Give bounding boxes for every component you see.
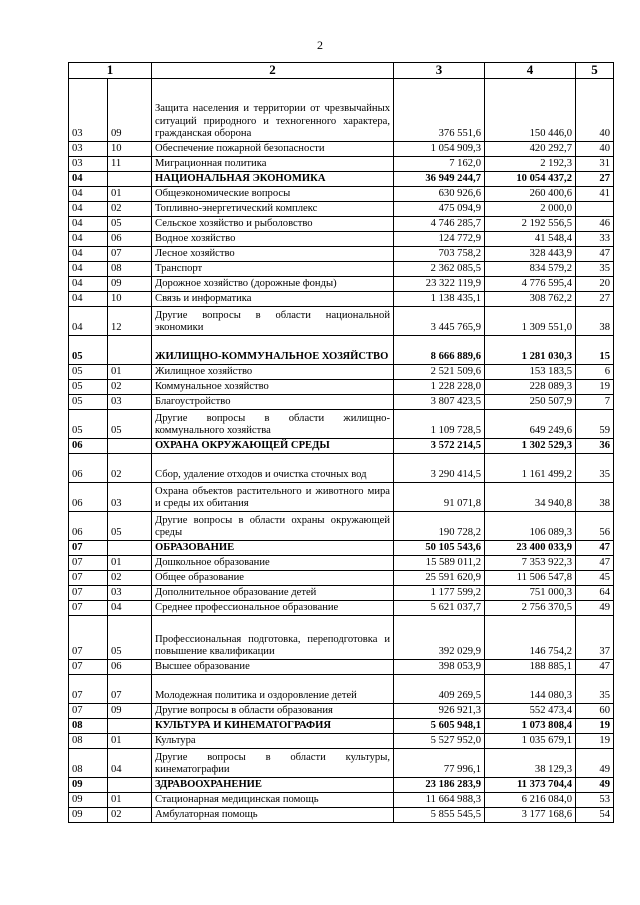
planned-amount-cell: 2 521 509,6 [394, 365, 485, 380]
executed-amount-cell: 11 373 704,4 [485, 778, 576, 793]
executed-amount-cell: 153 183,5 [485, 365, 576, 380]
header-col-4: 4 [485, 63, 576, 79]
executed-amount-cell: 38 129,3 [485, 749, 576, 778]
section-code-cell: 05 [69, 395, 108, 410]
subsection-code-cell: 01 [108, 365, 152, 380]
planned-amount-cell: 4 746 285,7 [394, 217, 485, 232]
section-code-cell: 07 [69, 541, 108, 556]
planned-amount-cell: 36 949 244,7 [394, 172, 485, 187]
section-code-cell: 04 [69, 292, 108, 307]
execution-percent-cell: 41 [576, 187, 614, 202]
item-name-cell: Жилищное хозяйство [152, 365, 394, 380]
subsection-code-cell: 07 [108, 247, 152, 262]
item-name-cell: Другие вопросы в области культуры, кинематографии [152, 749, 394, 778]
planned-amount-cell: 5 605 948,1 [394, 719, 485, 734]
execution-percent-cell: 40 [576, 79, 614, 142]
subsection-code-cell [108, 439, 152, 454]
item-name-cell: Общеэкономические вопросы [152, 187, 394, 202]
subsection-code-cell: 02 [108, 454, 152, 483]
subsection-code-cell: 06 [108, 232, 152, 247]
subsection-code-cell [108, 778, 152, 793]
section-code-cell: 04 [69, 262, 108, 277]
subsection-code-cell: 01 [108, 793, 152, 808]
section-code-cell: 04 [69, 247, 108, 262]
table-section-row [69, 778, 614, 793]
table-row [69, 586, 614, 601]
execution-percent-cell: 31 [576, 157, 614, 172]
planned-amount-cell: 11 664 988,3 [394, 793, 485, 808]
subsection-code-cell: 05 [108, 217, 152, 232]
executed-amount-cell: 150 446,0 [485, 79, 576, 142]
table-row [69, 217, 614, 232]
item-name-cell: Другие вопросы в области образования [152, 704, 394, 719]
planned-amount-cell: 1 109 728,5 [394, 410, 485, 439]
header-col-3: 3 [394, 63, 485, 79]
execution-percent-cell: 19 [576, 380, 614, 395]
item-name-cell: Транспорт [152, 262, 394, 277]
executed-amount-cell: 144 080,3 [485, 675, 576, 704]
planned-amount-cell: 50 105 543,6 [394, 541, 485, 556]
item-name-cell: ОБРАЗОВАНИЕ [152, 541, 394, 556]
budget-table [68, 62, 614, 823]
planned-amount-cell: 1 138 435,1 [394, 292, 485, 307]
table-row [69, 380, 614, 395]
section-code-cell: 07 [69, 571, 108, 586]
table-section-row [69, 439, 614, 454]
subsection-code-cell: 04 [108, 749, 152, 778]
execution-percent-cell: 38 [576, 483, 614, 512]
table-row [69, 749, 614, 778]
executed-amount-cell: 146 754,2 [485, 616, 576, 660]
section-code-cell: 07 [69, 704, 108, 719]
item-name-cell: Молодежная политика и оздоровление детей [152, 675, 394, 704]
item-name-cell: Дошкольное образование [152, 556, 394, 571]
subsection-code-cell: 09 [108, 704, 152, 719]
item-name-cell: Амбулаторная помощь [152, 808, 394, 823]
item-name-cell: Миграционная политика [152, 157, 394, 172]
planned-amount-cell: 5 527 952,0 [394, 734, 485, 749]
section-code-cell: 06 [69, 439, 108, 454]
execution-percent-cell: 47 [576, 541, 614, 556]
subsection-code-cell [108, 541, 152, 556]
subsection-code-cell: 05 [108, 616, 152, 660]
table-row [69, 734, 614, 749]
item-name-cell: Другие вопросы в области национальной экономики [152, 307, 394, 336]
section-code-cell: 04 [69, 187, 108, 202]
executed-amount-cell: 2 756 370,5 [485, 601, 576, 616]
item-name-cell: ЖИЛИЩНО-КОММУНАЛЬНОЕ ХОЗЯЙСТВО [152, 336, 394, 365]
header-col-5: 5 [576, 63, 614, 79]
header-col-2: 2 [152, 63, 394, 79]
planned-amount-cell: 1 054 909,3 [394, 142, 485, 157]
executed-amount-cell: 23 400 033,9 [485, 541, 576, 556]
section-code-cell: 07 [69, 616, 108, 660]
table-row [69, 571, 614, 586]
table-row [69, 660, 614, 675]
subsection-code-cell [108, 172, 152, 187]
section-code-cell: 06 [69, 483, 108, 512]
table-body [69, 79, 614, 823]
execution-percent-cell: 54 [576, 808, 614, 823]
executed-amount-cell: 34 940,8 [485, 483, 576, 512]
section-code-cell: 08 [69, 734, 108, 749]
subsection-code-cell: 11 [108, 157, 152, 172]
execution-percent-cell: 6 [576, 365, 614, 380]
execution-percent-cell: 47 [576, 556, 614, 571]
executed-amount-cell: 1 073 808,4 [485, 719, 576, 734]
execution-percent-cell: 7 [576, 395, 614, 410]
table-row [69, 142, 614, 157]
planned-amount-cell: 1 228 228,0 [394, 380, 485, 395]
item-name-cell: Сбор, удаление отходов и очистка сточных вод [152, 454, 394, 483]
subsection-code-cell: 02 [108, 571, 152, 586]
planned-amount-cell: 15 589 011,2 [394, 556, 485, 571]
table-row [69, 202, 614, 217]
section-code-cell: 04 [69, 217, 108, 232]
section-code-cell: 07 [69, 601, 108, 616]
execution-percent-cell: 45 [576, 571, 614, 586]
planned-amount-cell: 926 921,3 [394, 704, 485, 719]
table-row [69, 675, 614, 704]
table-row [69, 410, 614, 439]
planned-amount-cell: 409 269,5 [394, 675, 485, 704]
execution-percent-cell: 35 [576, 675, 614, 704]
subsection-code-cell: 09 [108, 79, 152, 142]
item-name-cell: НАЦИОНАЛЬНАЯ ЭКОНОМИКА [152, 172, 394, 187]
subsection-code-cell: 01 [108, 187, 152, 202]
table-header [69, 63, 614, 79]
subsection-code-cell [108, 336, 152, 365]
table-row [69, 793, 614, 808]
section-code-cell: 03 [69, 142, 108, 157]
executed-amount-cell: 328 443,9 [485, 247, 576, 262]
subsection-code-cell: 01 [108, 734, 152, 749]
executed-amount-cell: 649 249,6 [485, 410, 576, 439]
planned-amount-cell: 3 572 214,5 [394, 439, 485, 454]
execution-percent-cell: 38 [576, 307, 614, 336]
executed-amount-cell: 1 309 551,0 [485, 307, 576, 336]
execution-percent-cell: 56 [576, 512, 614, 541]
section-code-cell: 04 [69, 202, 108, 217]
planned-amount-cell: 3 290 414,5 [394, 454, 485, 483]
item-name-cell: Другие вопросы в области жилищно-коммунального хозяйства [152, 410, 394, 439]
section-code-cell: 08 [69, 749, 108, 778]
table-section-row [69, 172, 614, 187]
executed-amount-cell: 11 506 547,8 [485, 571, 576, 586]
section-code-cell: 06 [69, 512, 108, 541]
execution-percent-cell: 53 [576, 793, 614, 808]
item-name-cell: КУЛЬТУРА И КИНЕМАТОГРАФИЯ [152, 719, 394, 734]
subsection-code-cell: 01 [108, 556, 152, 571]
section-code-cell: 05 [69, 380, 108, 395]
item-name-cell: ЗДРАВООХРАНЕНИЕ [152, 778, 394, 793]
planned-amount-cell: 1 177 599,2 [394, 586, 485, 601]
executed-amount-cell: 6 216 084,0 [485, 793, 576, 808]
execution-percent-cell: 15 [576, 336, 614, 365]
section-code-cell: 09 [69, 808, 108, 823]
execution-percent-cell: 59 [576, 410, 614, 439]
subsection-code-cell: 02 [108, 380, 152, 395]
planned-amount-cell: 124 772,9 [394, 232, 485, 247]
execution-percent-cell: 27 [576, 172, 614, 187]
table-row [69, 187, 614, 202]
item-name-cell: Обеспечение пожарной безопасности [152, 142, 394, 157]
planned-amount-cell: 703 758,2 [394, 247, 485, 262]
planned-amount-cell: 376 551,6 [394, 79, 485, 142]
table-row [69, 292, 614, 307]
execution-percent-cell: 60 [576, 704, 614, 719]
subsection-code-cell: 06 [108, 660, 152, 675]
item-name-cell: Связь и информатика [152, 292, 394, 307]
execution-percent-cell: 47 [576, 247, 614, 262]
table-row [69, 395, 614, 410]
planned-amount-cell: 3 807 423,5 [394, 395, 485, 410]
subsection-code-cell: 03 [108, 586, 152, 601]
subsection-code-cell [108, 719, 152, 734]
table-row [69, 365, 614, 380]
planned-amount-cell: 91 071,8 [394, 483, 485, 512]
executed-amount-cell: 1 281 030,3 [485, 336, 576, 365]
subsection-code-cell: 04 [108, 601, 152, 616]
item-name-cell: Другие вопросы в области охраны окружающей среды [152, 512, 394, 541]
table-row [69, 808, 614, 823]
table-row [69, 483, 614, 512]
table-row [69, 277, 614, 292]
execution-percent-cell: 40 [576, 142, 614, 157]
execution-percent-cell: 49 [576, 778, 614, 793]
table-row [69, 601, 614, 616]
planned-amount-cell: 5 621 037,7 [394, 601, 485, 616]
executed-amount-cell: 228 089,3 [485, 380, 576, 395]
subsection-code-cell: 08 [108, 262, 152, 277]
executed-amount-cell: 1 302 529,3 [485, 439, 576, 454]
subsection-code-cell: 12 [108, 307, 152, 336]
table-row [69, 247, 614, 262]
execution-percent-cell: 27 [576, 292, 614, 307]
section-code-cell: 09 [69, 793, 108, 808]
section-code-cell: 07 [69, 556, 108, 571]
planned-amount-cell: 5 855 545,5 [394, 808, 485, 823]
planned-amount-cell: 2 362 085,5 [394, 262, 485, 277]
section-code-cell: 04 [69, 277, 108, 292]
execution-percent-cell: 37 [576, 616, 614, 660]
section-code-cell: 09 [69, 778, 108, 793]
section-code-cell: 05 [69, 336, 108, 365]
execution-percent-cell: 49 [576, 749, 614, 778]
item-name-cell: ОХРАНА ОКРУЖАЮЩЕЙ СРЕДЫ [152, 439, 394, 454]
planned-amount-cell: 8 666 889,6 [394, 336, 485, 365]
subsection-code-cell: 10 [108, 142, 152, 157]
item-name-cell: Дорожное хозяйство (дорожные фонды) [152, 277, 394, 292]
planned-amount-cell: 23 186 283,9 [394, 778, 485, 793]
planned-amount-cell: 190 728,2 [394, 512, 485, 541]
table-row [69, 232, 614, 247]
planned-amount-cell: 7 162,0 [394, 157, 485, 172]
planned-amount-cell: 398 053,9 [394, 660, 485, 675]
section-code-cell: 04 [69, 307, 108, 336]
executed-amount-cell: 10 054 437,2 [485, 172, 576, 187]
item-name-cell: Топливно-энергетический комплекс [152, 202, 394, 217]
item-name-cell: Охрана объектов растительного и животного мира и среды их обитания [152, 483, 394, 512]
table-row [69, 556, 614, 571]
table-row [69, 704, 614, 719]
planned-amount-cell: 23 322 119,9 [394, 277, 485, 292]
executed-amount-cell: 4 776 595,4 [485, 277, 576, 292]
executed-amount-cell: 834 579,2 [485, 262, 576, 277]
subsection-code-cell: 10 [108, 292, 152, 307]
item-name-cell: Сельское хозяйство и рыболовство [152, 217, 394, 232]
item-name-cell: Защита населения и территории от чрезвычайных ситуаций природного и техногенного характера, гражданская оборона [152, 79, 394, 142]
table-row [69, 512, 614, 541]
execution-percent-cell: 36 [576, 439, 614, 454]
table-row [69, 454, 614, 483]
section-code-cell: 04 [69, 172, 108, 187]
section-code-cell: 05 [69, 365, 108, 380]
item-name-cell: Лесное хозяйство [152, 247, 394, 262]
executed-amount-cell: 1 035 679,1 [485, 734, 576, 749]
subsection-code-cell: 05 [108, 410, 152, 439]
executed-amount-cell: 260 400,6 [485, 187, 576, 202]
subsection-code-cell: 05 [108, 512, 152, 541]
execution-percent-cell [576, 202, 614, 217]
subsection-code-cell: 03 [108, 483, 152, 512]
executed-amount-cell: 7 353 922,3 [485, 556, 576, 571]
executed-amount-cell: 188 885,1 [485, 660, 576, 675]
table-row [69, 616, 614, 660]
section-code-cell: 07 [69, 675, 108, 704]
item-name-cell: Коммунальное хозяйство [152, 380, 394, 395]
item-name-cell: Благоустройство [152, 395, 394, 410]
planned-amount-cell: 25 591 620,9 [394, 571, 485, 586]
execution-percent-cell: 19 [576, 719, 614, 734]
section-code-cell: 05 [69, 410, 108, 439]
executed-amount-cell: 3 177 168,6 [485, 808, 576, 823]
executed-amount-cell: 250 507,9 [485, 395, 576, 410]
section-code-cell: 03 [69, 79, 108, 142]
executed-amount-cell: 1 161 499,2 [485, 454, 576, 483]
table-row [69, 157, 614, 172]
subsection-code-cell: 09 [108, 277, 152, 292]
subsection-code-cell: 02 [108, 808, 152, 823]
execution-percent-cell: 35 [576, 262, 614, 277]
execution-percent-cell: 33 [576, 232, 614, 247]
section-code-cell: 04 [69, 232, 108, 247]
item-name-cell: Водное хозяйство [152, 232, 394, 247]
execution-percent-cell: 19 [576, 734, 614, 749]
item-name-cell: Среднее профессиональное образование [152, 601, 394, 616]
table-section-row [69, 541, 614, 556]
executed-amount-cell: 2 192 556,5 [485, 217, 576, 232]
execution-percent-cell: 64 [576, 586, 614, 601]
execution-percent-cell: 49 [576, 601, 614, 616]
section-code-cell: 07 [69, 660, 108, 675]
execution-percent-cell: 20 [576, 277, 614, 292]
table-row [69, 262, 614, 277]
header-col-1: 1 [69, 63, 152, 79]
item-name-cell: Стационарная медицинская помощь [152, 793, 394, 808]
item-name-cell: Дополнительное образование детей [152, 586, 394, 601]
planned-amount-cell: 630 926,6 [394, 187, 485, 202]
table-section-row [69, 719, 614, 734]
planned-amount-cell: 77 996,1 [394, 749, 485, 778]
subsection-code-cell: 02 [108, 202, 152, 217]
section-code-cell: 07 [69, 586, 108, 601]
table-row [69, 307, 614, 336]
executed-amount-cell: 106 089,3 [485, 512, 576, 541]
executed-amount-cell: 2 000,0 [485, 202, 576, 217]
planned-amount-cell: 475 094,9 [394, 202, 485, 217]
executed-amount-cell: 2 192,3 [485, 157, 576, 172]
section-code-cell: 08 [69, 719, 108, 734]
subsection-code-cell: 03 [108, 395, 152, 410]
planned-amount-cell: 3 445 765,9 [394, 307, 485, 336]
planned-amount-cell: 392 029,9 [394, 616, 485, 660]
executed-amount-cell: 751 000,3 [485, 586, 576, 601]
table-row [69, 79, 614, 142]
section-code-cell: 06 [69, 454, 108, 483]
item-name-cell: Высшее образование [152, 660, 394, 675]
executed-amount-cell: 308 762,2 [485, 292, 576, 307]
table-section-row [69, 336, 614, 365]
item-name-cell: Культура [152, 734, 394, 749]
item-name-cell: Профессиональная подготовка, переподготовка и повышение квалификации [152, 616, 394, 660]
section-code-cell: 03 [69, 157, 108, 172]
executed-amount-cell: 420 292,7 [485, 142, 576, 157]
execution-percent-cell: 46 [576, 217, 614, 232]
execution-percent-cell: 47 [576, 660, 614, 675]
execution-percent-cell: 35 [576, 454, 614, 483]
item-name-cell: Общее образование [152, 571, 394, 586]
executed-amount-cell: 552 473,4 [485, 704, 576, 719]
subsection-code-cell: 07 [108, 675, 152, 704]
page-number: 2 [317, 38, 323, 52]
executed-amount-cell: 41 548,4 [485, 232, 576, 247]
